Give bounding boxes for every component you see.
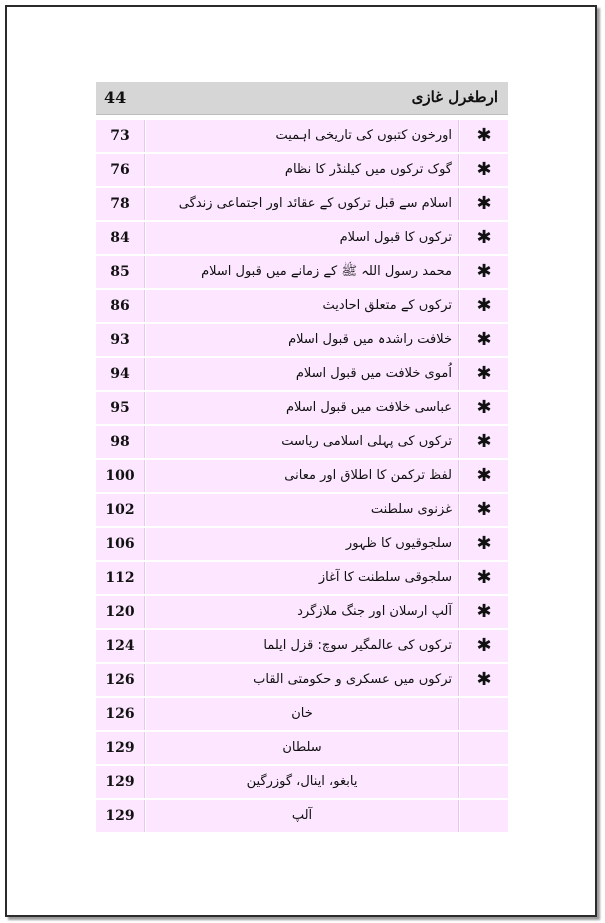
toc-title-cell bbox=[146, 630, 459, 662]
toc-page-number: 85 bbox=[96, 256, 145, 288]
toc-title-cell bbox=[146, 120, 459, 152]
toc-title-cell bbox=[146, 290, 459, 322]
toc-bullet-cell bbox=[460, 222, 508, 254]
toc-title-cell bbox=[146, 800, 459, 832]
asterisk-bullet-icon: ✱ bbox=[476, 261, 492, 282]
toc-title-cell bbox=[146, 732, 459, 764]
toc-bullet-cell bbox=[460, 188, 508, 220]
toc-title: سلطان bbox=[282, 740, 322, 755]
asterisk-bullet-icon: ✱ bbox=[476, 431, 492, 452]
asterisk-bullet-icon: ✱ bbox=[476, 159, 492, 180]
toc-title: خان bbox=[291, 706, 313, 721]
toc-bullet-cell bbox=[460, 154, 508, 186]
toc-bullet-cell bbox=[460, 528, 508, 560]
toc-title-cell bbox=[146, 528, 459, 560]
toc-page-number: 94 bbox=[96, 358, 145, 390]
toc-entry bbox=[96, 663, 508, 697]
toc-title: غزنوی سلطنت bbox=[370, 502, 452, 517]
toc-page-number: 84 bbox=[96, 222, 145, 254]
toc-title-cell bbox=[146, 222, 459, 254]
toc-title: ترکوں کی عالمگیر سوچ: قزل ایلما bbox=[263, 638, 452, 653]
toc-title: آلپ ارسلان اور جنگ ملازگرد bbox=[297, 604, 452, 619]
toc-entry bbox=[96, 731, 508, 765]
toc-bullet-cell bbox=[460, 120, 508, 152]
toc-bullet-cell bbox=[460, 596, 508, 628]
toc-page-number: 129 bbox=[96, 800, 145, 832]
toc-title-cell bbox=[146, 460, 459, 492]
asterisk-bullet-icon: ✱ bbox=[476, 363, 492, 384]
toc-entry bbox=[96, 221, 508, 255]
toc-title: خلافت راشدہ میں قبول اسلام bbox=[288, 332, 452, 347]
toc-page-number: 95 bbox=[96, 392, 145, 424]
toc-bullet-cell bbox=[460, 732, 508, 764]
toc-title: آلپ bbox=[291, 808, 313, 823]
toc-bullet-cell bbox=[460, 494, 508, 526]
toc-page-number: 124 bbox=[96, 630, 145, 662]
toc-title: ترکوں کی پہلی اسلامی ریاست bbox=[281, 434, 452, 449]
toc-bullet-cell bbox=[460, 562, 508, 594]
toc-page-number: 102 bbox=[96, 494, 145, 526]
toc-entry bbox=[96, 425, 508, 459]
toc-entry bbox=[96, 493, 508, 527]
asterisk-bullet-icon: ✱ bbox=[476, 635, 492, 656]
toc-title: ترکوں میں عسکری و حکومتی القاب bbox=[253, 672, 452, 687]
toc-bullet-cell bbox=[460, 358, 508, 390]
asterisk-bullet-icon: ✱ bbox=[476, 295, 492, 316]
toc-page-number: 126 bbox=[96, 698, 145, 730]
asterisk-bullet-icon: ✱ bbox=[476, 533, 492, 554]
toc-entry bbox=[96, 187, 508, 221]
toc-page-number: 86 bbox=[96, 290, 145, 322]
asterisk-bullet-icon: ✱ bbox=[476, 465, 492, 486]
asterisk-bullet-icon: ✱ bbox=[476, 669, 492, 690]
toc-page-number: 126 bbox=[96, 664, 145, 696]
asterisk-bullet-icon: ✱ bbox=[476, 193, 492, 214]
toc-entry bbox=[96, 323, 508, 357]
toc-bullet-cell bbox=[460, 256, 508, 288]
asterisk-bullet-icon: ✱ bbox=[476, 329, 492, 350]
asterisk-bullet-icon: ✱ bbox=[476, 125, 492, 146]
toc-title-cell bbox=[146, 324, 459, 356]
toc-entry bbox=[96, 595, 508, 629]
toc-title-cell bbox=[146, 426, 459, 458]
toc-page-number: 100 bbox=[96, 460, 145, 492]
toc-entry bbox=[96, 561, 508, 595]
toc-title: ترکوں کا قبول اسلام bbox=[339, 230, 452, 245]
toc-title: یابغو، اینال، گوزرگین bbox=[246, 774, 358, 789]
toc-title: سلجوقی سلطنت کا آغاز bbox=[318, 570, 452, 585]
toc-bullet-cell bbox=[460, 290, 508, 322]
toc-title: ترکوں کے متعلق احادیث bbox=[322, 298, 452, 313]
toc-entry bbox=[96, 357, 508, 391]
toc-entry bbox=[96, 697, 508, 731]
toc-title-cell bbox=[146, 494, 459, 526]
toc-title: اسلام سے قبل ترکوں کے عقائد اور اجتماعی زندگی bbox=[178, 196, 452, 211]
toc-bullet-cell bbox=[460, 426, 508, 458]
book-title: ارطغرل غازی bbox=[411, 88, 498, 106]
toc-page-number: 112 bbox=[96, 562, 145, 594]
page-number: 44 bbox=[104, 88, 127, 107]
toc-page-number: 120 bbox=[96, 596, 145, 628]
asterisk-bullet-icon: ✱ bbox=[476, 499, 492, 520]
toc-page-number: 129 bbox=[96, 732, 145, 764]
toc-title-cell bbox=[146, 358, 459, 390]
asterisk-bullet-icon: ✱ bbox=[476, 567, 492, 588]
toc-entry bbox=[96, 459, 508, 493]
toc-title-cell bbox=[146, 392, 459, 424]
toc-page-number: 93 bbox=[96, 324, 145, 356]
toc-entry bbox=[96, 289, 508, 323]
toc-page-number: 98 bbox=[96, 426, 145, 458]
toc-entry bbox=[96, 153, 508, 187]
toc-title-cell bbox=[146, 562, 459, 594]
asterisk-bullet-icon: ✱ bbox=[476, 601, 492, 622]
toc-title-cell bbox=[146, 154, 459, 186]
toc-page-number: 73 bbox=[96, 120, 145, 152]
toc-title: سلجوقیوں کا ظہور bbox=[345, 536, 452, 551]
toc-bullet-cell bbox=[460, 324, 508, 356]
toc-title: اُموی خلافت میں قبول اسلام bbox=[295, 366, 452, 381]
toc-title-cell bbox=[146, 596, 459, 628]
toc-entry bbox=[96, 765, 508, 799]
toc-page-number: 76 bbox=[96, 154, 145, 186]
toc-title-cell bbox=[146, 766, 459, 798]
toc-entry bbox=[96, 119, 508, 153]
asterisk-bullet-icon: ✱ bbox=[476, 397, 492, 418]
toc-title: اورخون کتبوں کی تاریخی اہمیت bbox=[275, 128, 452, 143]
toc-entry bbox=[96, 391, 508, 425]
toc-title-cell bbox=[146, 188, 459, 220]
table-of-contents bbox=[96, 119, 508, 833]
toc-entry bbox=[96, 799, 508, 833]
toc-page-number: 78 bbox=[96, 188, 145, 220]
toc-title-cell bbox=[146, 664, 459, 696]
toc-bullet-cell bbox=[460, 766, 508, 798]
page-header bbox=[96, 82, 508, 115]
toc-title: گوک ترکوں میں کیلنڈر کا نظام bbox=[284, 162, 452, 177]
toc-entry bbox=[96, 629, 508, 663]
toc-title: عباسی خلافت میں قبول اسلام bbox=[285, 400, 452, 415]
toc-bullet-cell bbox=[460, 630, 508, 662]
toc-title: محمد رسول اللہ ﷺ کے زمانے میں قبول اسلام bbox=[201, 264, 452, 279]
toc-page-number: 106 bbox=[96, 528, 145, 560]
toc-entry bbox=[96, 255, 508, 289]
toc-bullet-cell bbox=[460, 392, 508, 424]
asterisk-bullet-icon: ✱ bbox=[476, 227, 492, 248]
toc-bullet-cell bbox=[460, 698, 508, 730]
toc-bullet-cell bbox=[460, 460, 508, 492]
toc-page-number: 129 bbox=[96, 766, 145, 798]
toc-entry bbox=[96, 527, 508, 561]
toc-title-cell bbox=[146, 256, 459, 288]
toc-bullet-cell bbox=[460, 800, 508, 832]
toc-title: لفظ ترکمن کا اطلاق اور معانی bbox=[284, 468, 452, 483]
toc-bullet-cell bbox=[460, 664, 508, 696]
toc-title-cell bbox=[146, 698, 459, 730]
